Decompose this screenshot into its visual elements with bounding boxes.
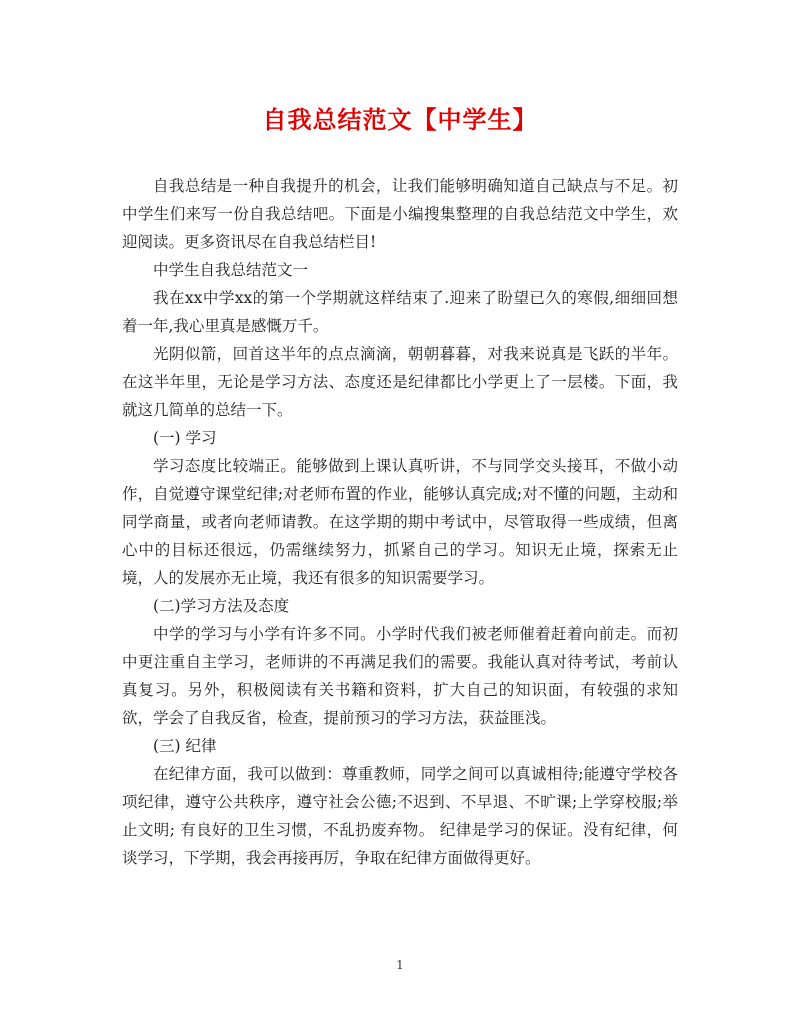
document-body <box>122 172 678 872</box>
body-paragraph: 我在xx中学xx的第一个学期就这样结束了.迎来了盼望已久的寒假,细细回想着一年,我心里真是感慨万千。 <box>122 289 678 335</box>
page-number: 1 <box>396 958 404 972</box>
intro-paragraph: 自我总结是一种自我提升的机会，让我们能够明确知道自己缺点与不足。初中学生们来写一份自我总结吧。下面是小编搜集整理的自我总结范文中学生，欢迎阅读。更多资讯尽在自我总结栏目! <box>122 177 678 251</box>
body-paragraph: 光阴似箭，回首这半年的点点滴滴，朝朝暮暮，对我来说真是飞跃的半年。在这半年里，无论是学习方法、态度还是纪律都比小学更上了一层楼。下面，我就这几简单的总结一下。 <box>122 345 678 419</box>
body-paragraph: 学习态度比较端正。能够做到上课认真听讲，不与同学交头接耳，不做小动作，自觉遵守课堂纪律;对老师布置的作业，能够认真完成;对不懂的问题，主动和同学商量，或者向老师请教。在这学期的期中考试中，尽管取得一些成绩，但离心中的目标还很远，仍需继续努力，抓紧自己的学习。知识无止境，探索无止境，人的发展亦无止境，我还有很多的知识需要学习。 <box>122 457 678 587</box>
section-heading-discipline: (三) 纪律 <box>153 737 217 755</box>
section-heading-methods: (二)学习方法及态度 <box>153 597 290 615</box>
section-heading-study: (一) 学习 <box>153 429 217 447</box>
body-paragraph: 在纪律方面，我可以做到：尊重教师，同学之间可以真诚相待;能遵守学校各项纪律，遵守公共秩序，遵守社会公德;不迟到、不早退、不旷课;上学穿校服;举止文明; 有良好的卫生习惯，不乱扔废弃物。 纪律是学习的保证。没有纪律，何谈学习，下学期，我会再接再厉，争取在纪律方面做得更好。 <box>122 765 678 867</box>
body-paragraph: 中学的学习与小学有许多不同。小学时代我们被老师催着赶着向前走。而初中更注重自主学习，老师讲的不再满足我们的需要。我能认真对待考试，考前认真复习。另外，积极阅读有关书籍和资料，扩大自己的知识面，有较强的求知欲，学会了自我反省，检查，提前预习的学习方法，获益匪浅。 <box>122 625 678 727</box>
document-title: 自我总结范文【中学生】 <box>262 105 538 134</box>
section-heading-sample-one: 中学生自我总结范文一 <box>153 261 309 279</box>
